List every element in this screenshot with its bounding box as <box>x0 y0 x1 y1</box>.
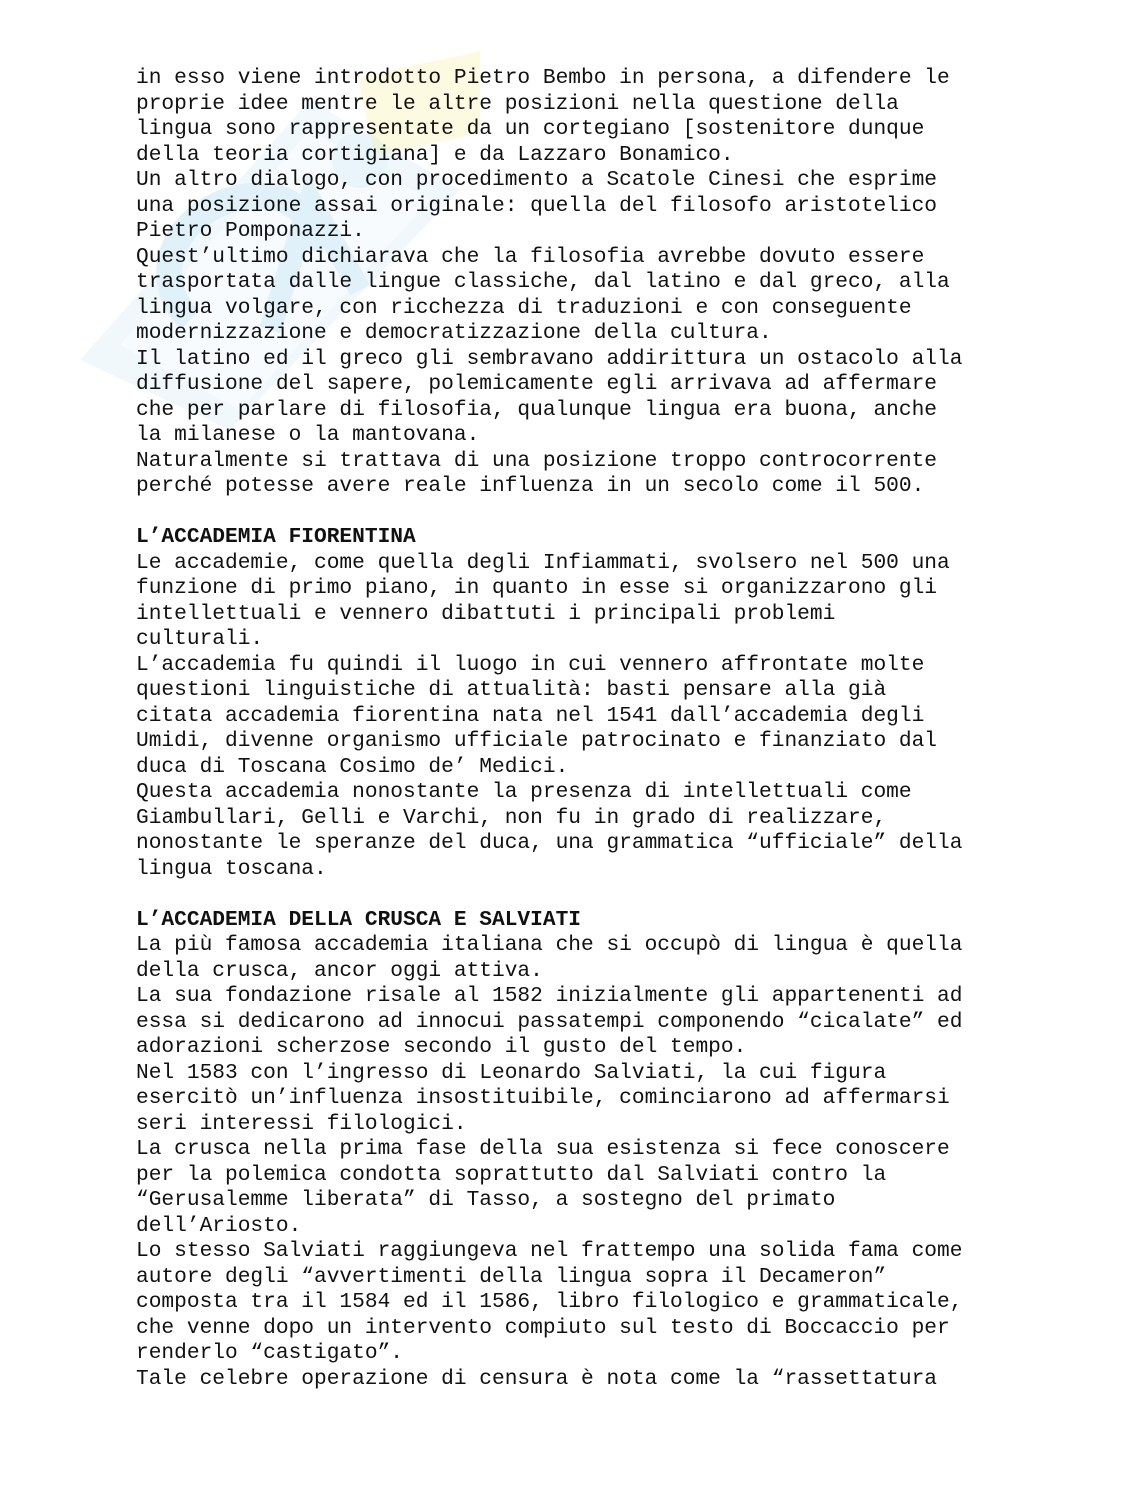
text-line: Lo stesso Salviati raggiungeva nel frattempo una solida fama come <box>136 1239 963 1263</box>
document-page <box>136 66 1066 1392</box>
text-line: Nel 1583 con l’ingresso di Leonardo Salviati, la cui figura <box>136 1060 887 1085</box>
text-line: della crusca, ancor oggi attiva. <box>136 958 543 983</box>
text-line: Il latino ed il greco gli sembravano addirittura un ostacolo alla <box>136 346 963 371</box>
text-line: culturali. <box>136 627 264 651</box>
text-line: esercitò un’influenza insostituibile, cominciarono ad affermarsi <box>136 1086 950 1110</box>
text-line: che per parlare di filosofia, qualunque lingua era buona, anche <box>136 397 938 422</box>
text-line: Le accademie, come quella degli Infiammati, svolsero nel 500 una <box>136 550 950 575</box>
text-line: Umidi, divenne organismo ufficiale patrocinato e finanziato dal <box>136 729 938 753</box>
text-line: Quest’ultimo dichiarava che la filosofia avrebbe dovuto essere <box>136 244 925 269</box>
text-line: della teoria cortigiana] e da Lazzaro Bonamico. <box>136 142 734 167</box>
text-line: modernizzazione e democratizzazione della cultura. <box>136 321 772 345</box>
text-line: Tale celebre operazione di censura è nota come la “rassettatura <box>136 1366 938 1391</box>
text-line: trasportata dalle lingue classiche, dal latino e dal greco, alla <box>136 270 950 294</box>
text-line: duca di Toscana Cosimo de’ Medici. <box>136 754 569 779</box>
paragraph <box>136 168 1066 245</box>
text-line: in esso viene introdotto Pietro Bembo in persona, a difendere le <box>136 66 950 90</box>
text-line: Pietro Pomponazzi. <box>136 219 365 243</box>
text-line: essa si dedicarono ad innocui passatempi componendo “cicalate” ed <box>136 1009 963 1034</box>
text-line: una posizione assai originale: quella del filosofo aristotelico <box>136 193 938 218</box>
paragraph <box>136 245 1066 347</box>
paragraph <box>136 347 1066 449</box>
paragraph <box>136 984 1066 1061</box>
text-line: la milanese o la mantovana. <box>136 423 480 447</box>
text-line: proprie idee mentre le altre posizioni nella questione della <box>136 91 899 116</box>
text-line: per la polemica condotta soprattutto dal Salviati contro la <box>136 1162 887 1187</box>
section-heading: L’ACCADEMIA DELLA CRUSCA E SALVIATI <box>136 907 582 932</box>
section <box>136 525 1066 882</box>
text-line: lingua toscana. <box>136 856 327 881</box>
paragraph <box>136 1137 1066 1239</box>
section <box>136 908 1066 1393</box>
text-line: “Gerusalemme liberata” di Tasso, a sostegno del primato <box>136 1188 836 1212</box>
text-line: composta tra il 1584 ed il 1586, libro filologico e grammaticale, <box>136 1290 963 1314</box>
text-line: autore degli “avvertimenti della lingua sopra il Decameron” <box>136 1264 887 1289</box>
text-line: La crusca nella prima fase della sua esistenza si fece conoscere <box>136 1137 950 1161</box>
text-line: intellettuali e vennero dibattuti i principali problemi <box>136 601 836 626</box>
text-line: nonostante le speranze del duca, una grammatica “ufficiale” della <box>136 831 963 855</box>
text-line: Questa accademia nonostante la presenza di intellettuali come <box>136 780 912 804</box>
paragraph <box>136 933 1066 984</box>
section <box>136 66 1066 500</box>
text-line: diffusione del sapere, polemicamente egli arrivava ad affermare <box>136 372 938 396</box>
text-line: lingua volgare, con ricchezza di traduzioni e con conseguente <box>136 295 912 320</box>
text-line: adorazioni scherzose secondo il gusto del tempo. <box>136 1035 747 1059</box>
text-line: funzione di primo piano, in quanto in esse si organizzarono gli <box>136 576 938 600</box>
text-line: citata accademia fiorentina nata nel 1541 dall’accademia degli <box>136 703 925 728</box>
paragraph <box>136 551 1066 653</box>
paragraph <box>136 66 1066 168</box>
text-line: Naturalmente si trattava di una posizione troppo controcorrente <box>136 448 938 473</box>
text-line: dell’Ariosto. <box>136 1213 302 1238</box>
text-line: La più famosa accademia italiana che si occupò di lingua è quella <box>136 933 963 957</box>
text-line: renderlo “castigato”. <box>136 1341 404 1365</box>
paragraph <box>136 780 1066 882</box>
text-line: lingua sono rappresentate da un cortegiano [sostenitore dunque <box>136 117 925 141</box>
paragraph <box>136 449 1066 500</box>
text-line: La sua fondazione risale al 1582 inizialmente gli appartenenti ad <box>136 984 963 1008</box>
text-line: L’accademia fu quindi il luogo in cui vennero affrontate molte <box>136 652 925 677</box>
text-line: seri interessi filologici. <box>136 1111 467 1136</box>
paragraph <box>136 1367 1066 1393</box>
paragraph <box>136 1061 1066 1138</box>
section-spacer <box>136 500 1066 526</box>
section-heading: L’ACCADEMIA FIORENTINA <box>136 525 416 549</box>
paragraph <box>136 1239 1066 1367</box>
section-spacer <box>136 882 1066 908</box>
text-line: perché potesse avere reale influenza in un secolo come il 500. <box>136 474 925 498</box>
paragraph <box>136 653 1066 781</box>
text-line: Un altro dialogo, con procedimento a Scatole Cinesi che esprime <box>136 168 938 192</box>
text-line: questioni linguistiche di attualità: basti pensare alla già <box>136 678 887 702</box>
text-line: che venne dopo un intervento compiuto sul testo di Boccaccio per <box>136 1315 950 1340</box>
text-line: Giambullari, Gelli e Varchi, non fu in grado di realizzare, <box>136 805 887 830</box>
